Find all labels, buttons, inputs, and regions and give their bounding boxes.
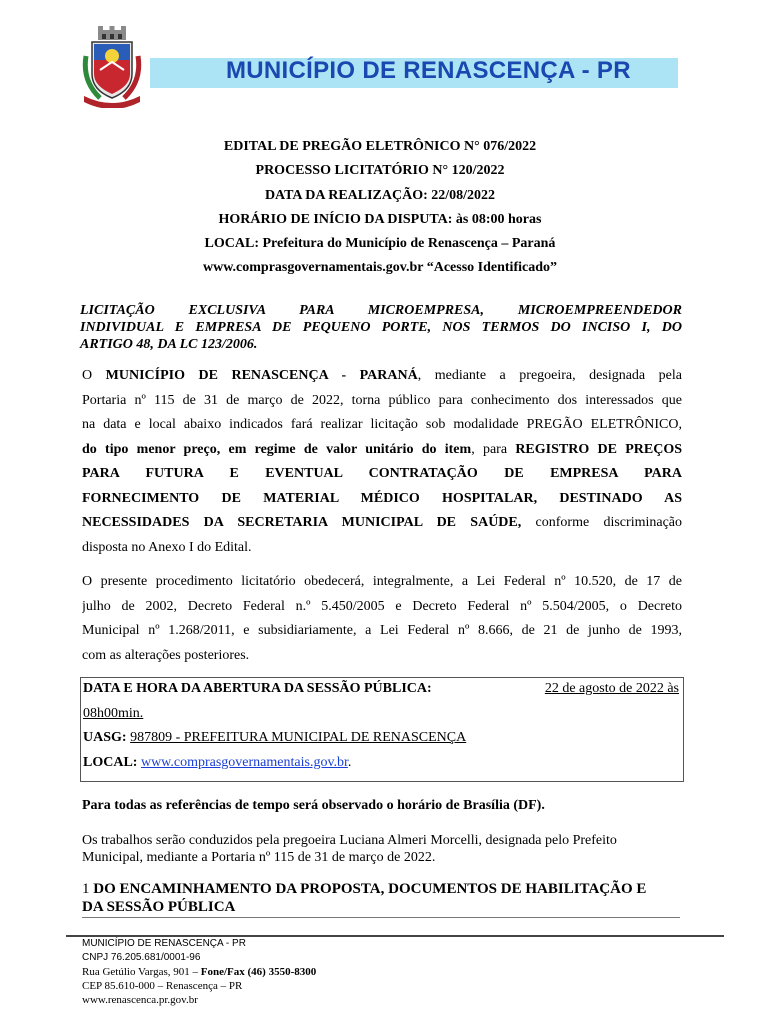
uasg-label: UASG: (83, 730, 127, 745)
text-run: , mediante a pregoeira, designada pela (417, 368, 682, 383)
municipality-title: MUNICÍPIO DE RENASCENÇA - PR (226, 57, 631, 84)
footer-address (82, 965, 316, 979)
session-open-label: DATA E HORA DA ABERTURA DA SESSÃO PÚBLICA: (83, 681, 432, 696)
text-run: conforme discriminação (521, 515, 682, 530)
bid-type: do tipo menor preço, em regime de valor unitário do item (82, 441, 472, 457)
processo-number: PROCESSO LICITATÓRIO N° 120/2022 (255, 163, 505, 179)
uasg-value: 987809 - PREFEITURA MUNICIPAL DE RENASCENÇA (130, 730, 467, 745)
pregoeira-paragraph (82, 832, 682, 866)
edital-header (80, 137, 680, 283)
comprasgov-link[interactable]: www.comprasgovernamentais.gov.br (140, 754, 348, 770)
municipality-name: MUNICÍPIO DE RENASCENÇA - PARANÁ (105, 368, 418, 383)
website-access: www.comprasgovernamentais.gov.br “Acesso Identificado” (202, 260, 557, 276)
footer-phone: Fone/Fax (46) 3550-8300 (200, 966, 317, 978)
notice-line: INDIVIDUAL E EMPRESA DE PEQUENO PORTE, NOS TERMOS DO INCISO I, DO (80, 320, 682, 335)
object-title: NECESSIDADES DA SECRETARIA MUNICIPAL DE SAÚDE, (82, 515, 522, 530)
object-title: REGISTRO DE PREÇOS (515, 441, 682, 457)
object-title: PARA FUTURA E EVENTUAL CONTRATAÇÃO DE EMPRESA PARA (82, 466, 682, 481)
paragraph-line: Municipal, mediante a Portaria nº 115 de 31 de março de 2022. (82, 850, 436, 865)
paragraph-line: Os trabalhos serão conduzidos pela pregoeira Luciana Almeri Morcelli, designada pelo Prefeito (82, 833, 617, 848)
paragraph-line: com as alterações posteriores. (82, 647, 250, 663)
paragraph-line (82, 513, 682, 538)
session-open-time: 08h00min. (83, 705, 144, 721)
timezone-note: Para todas as referências de tempo será observado o horário de Brasília (DF). (82, 798, 545, 813)
footer-municipality: MUNICÍPIO DE RENASCENÇA - PR (82, 938, 246, 949)
section-heading (82, 880, 682, 916)
coat-of-arms-icon (80, 26, 144, 108)
page-footer (82, 937, 316, 1007)
paragraph-line: disposta no Anexo I do Edital. (82, 539, 252, 555)
section-title: DO ENCAMINHAMENTO DA PROPOSTA, DOCUMENTOS DE HABILITAÇÃO E (93, 881, 647, 897)
notice-line: ARTIGO 48, DA LC 123/2006. (80, 337, 258, 352)
edital-number: EDITAL DE PREGÃO ELETRÔNICO N° 076/2022 (223, 139, 537, 154)
letterhead-banner (80, 26, 678, 126)
paragraph-line: na data e local abaixo indicados fará realizar licitação sob modalidade PREGÃO ELETRÔNICO, (82, 417, 682, 432)
session-info-box (80, 677, 684, 782)
legal-basis-paragraph (82, 572, 682, 670)
section-heading-line (82, 880, 682, 898)
paragraph-line (82, 366, 682, 391)
object-title: FORNECIMENTO DE MATERIAL MÉDICO HOSPITALAR, DESTINADO AS (82, 490, 682, 506)
paragraph-line: O presente procedimento licitatório obedecerá, integralmente, a Lei Federal nº 10.520, de 17 de (82, 574, 682, 589)
notice-line: LICITAÇÃO EXCLUSIVA PARA MICROEMPRESA, MICROEMPREENDEDOR (80, 303, 682, 318)
text-run: Rua Getúlio Vargas, 901 – (82, 966, 201, 978)
text-run: . (347, 754, 352, 770)
text-run: O (82, 368, 106, 383)
session-open-row (83, 678, 683, 703)
session-open-row-cont (83, 703, 683, 728)
intro-paragraph (82, 366, 682, 562)
text-run: , para (471, 441, 516, 457)
local-row (83, 752, 683, 777)
paragraph-line: julho de 2002, Decreto Federal n.º 5.450/2005 e Decreto Federal nº 5.504/2005, o Decreto (82, 598, 682, 614)
section-divider (82, 917, 680, 918)
local-label: LOCAL: (83, 754, 138, 770)
paragraph-line: Municipal nº 1.268/2011, e subsidiariamente, a Lei Federal nº 8.666, de 21 de junho de 1993, (82, 623, 682, 638)
paragraph-line (82, 440, 682, 465)
paragraph-line: Portaria nº 115 de 31 de março de 2022, torna público para conhecimento dos interessados que (82, 392, 682, 408)
footer-website: www.renascenca.pr.gov.br (82, 994, 198, 1006)
paragraph-line (82, 464, 682, 489)
exclusive-bidding-notice (80, 302, 682, 353)
footer-cnpj: CNPJ 76.205.681/0001-96 (82, 952, 201, 963)
dispute-start-time: HORÁRIO DE INÍCIO DA DISPUTA: às 08:00 horas (218, 211, 542, 227)
section-heading-line: DA SESSÃO PÚBLICA (82, 899, 236, 915)
uasg-row (83, 727, 683, 752)
location: LOCAL: Prefeitura do Município de Renascença – Paraná (204, 236, 556, 252)
footer-cep: CEP 85.610-000 – Renascença – PR (82, 980, 243, 992)
session-open-value: 22 de agosto de 2022 às (544, 681, 679, 696)
section-number: 1 (82, 881, 90, 897)
paragraph-line (82, 489, 682, 514)
realization-date: DATA DA REALIZAÇÃO: 22/08/2022 (264, 187, 496, 203)
